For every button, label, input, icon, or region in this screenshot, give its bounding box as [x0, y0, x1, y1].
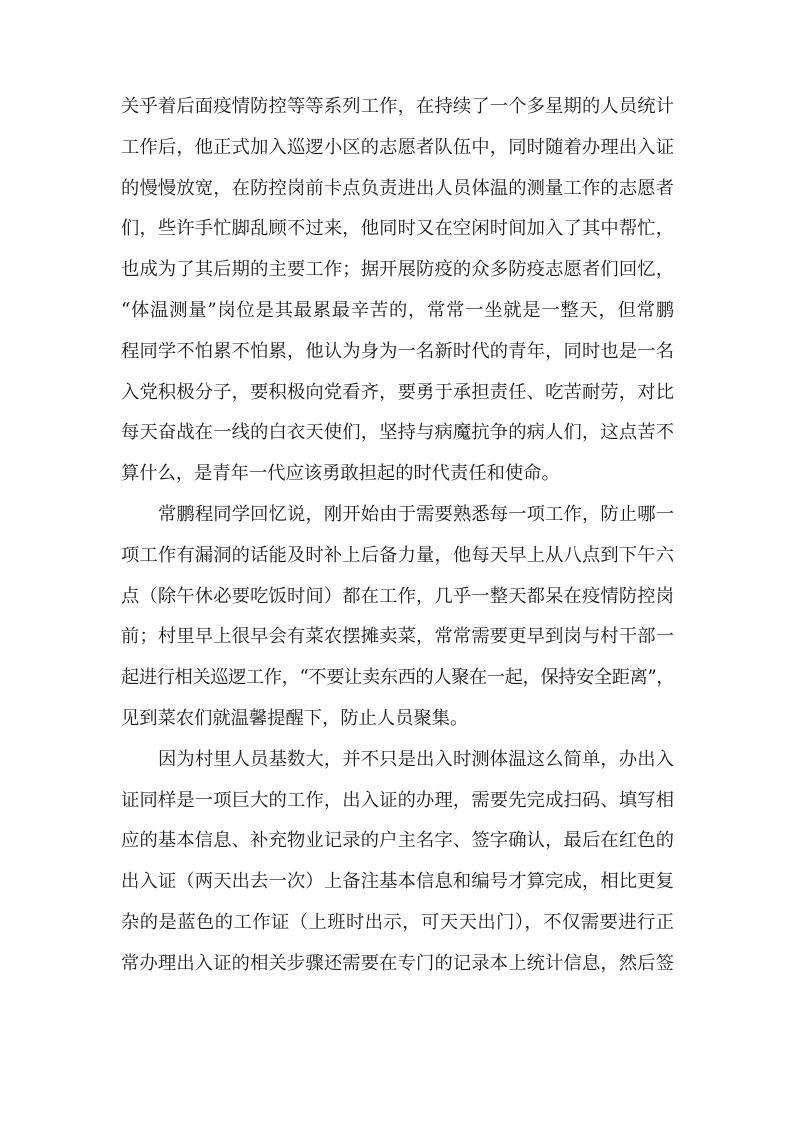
text-line: 点（除午休必要吃饭时间）都在工作，几乎一整天都呆在疫情防控岗 [121, 585, 674, 607]
text-line: 算什么，是青年一代应该勇敢担起的时代责任和使命。 [121, 463, 560, 485]
text-line: 见到菜农们就温馨提醒下，防止人员聚集。 [121, 707, 469, 729]
text-line: 应的基本信息、补充物业记录的户主名字、签字确认，最后在红色的 [121, 830, 674, 852]
text-line: 关乎着后面疫情防控等等系列工作，在持续了一个多星期的人员统计 [121, 96, 674, 117]
paragraph-2 [121, 495, 674, 740]
text-line: 程同学不怕累不怕累，他认为身为一名新时代的青年，同时也是一名 [121, 340, 674, 362]
text-line: 也成为了其后期的主要工作；据开展防疫的众多防疫志愿者们回忆， [121, 259, 674, 281]
text-line: “体温测量”岗位是其最累最辛苦的，常常一坐就是一整天，但常鹏 [121, 299, 674, 321]
text-line: 工作后，他正式加入巡逻小区的志愿者队伍中，同时随着办理出入证 [121, 136, 674, 158]
text-line: 杂的是蓝色的工作证（上班时出示，可天天出门），不仅需要进行正 [121, 911, 674, 933]
body-text [121, 87, 674, 985]
paragraph-1 [121, 87, 674, 495]
text-line: 入党积极分子，要积极向党看齐，要勇于承担责任、吃苦耐劳，对比 [121, 381, 674, 403]
text-line: 们，些许手忙脚乱顾不过来，他同时又在空闲时间加入了其中帮忙， [121, 218, 674, 240]
text-line: 常办理出入证的相关步骤还需要在专门的记录本上统计信息，然后签 [121, 952, 674, 974]
text-line: 因为村里人员基数大，并不只是出入时测体温这么简单，办出入 [158, 748, 674, 770]
paragraph-3 [121, 740, 674, 985]
text-line: 常鹏程同学回忆说，刚开始由于需要熟悉每一项工作，防止哪一 [158, 503, 674, 525]
text-line: 证同样是一项巨大的工作，出入证的办理，需要先完成扫码、填写相 [121, 789, 674, 811]
text-line: 出入证（两天出去一次）上备注基本信息和编号才算完成，相比更复 [121, 871, 674, 893]
text-line: 项工作有漏洞的话能及时补上后备力量，他每天早上从八点到下午六 [121, 544, 674, 566]
text-line: 的慢慢放宽，在防控岗前卡点负责进出人员体温的测量工作的志愿者 [121, 177, 674, 199]
text-line: 每天奋战在一线的白衣天使们，坚持与病魔抗争的病人们，这点苦不 [121, 422, 674, 444]
text-line: 前；村里早上很早会有菜农摆摊卖菜，常常需要更早到岗与村干部一 [121, 626, 674, 648]
text-line: 起进行相关巡逻工作，“不要让卖东西的人聚在一起，保持安全距离”， [121, 667, 674, 689]
